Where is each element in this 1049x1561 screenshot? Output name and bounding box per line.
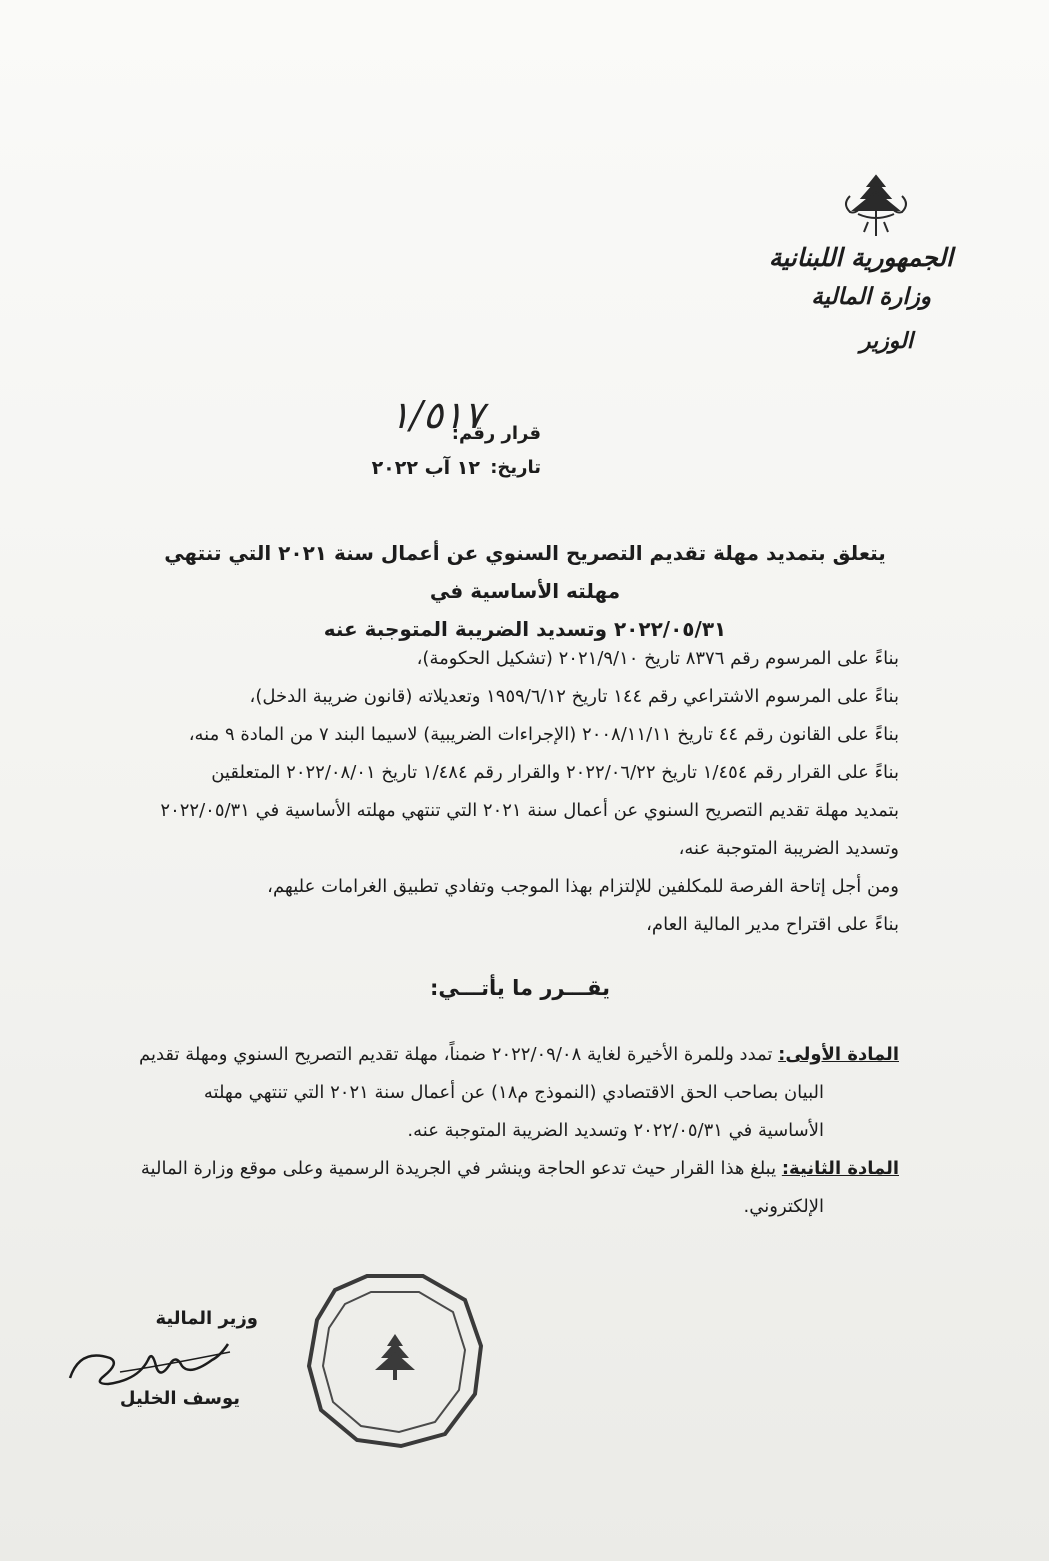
letterhead-minister: الوزير xyxy=(859,328,913,354)
article-one-text-1: تمدد وللمرة الأخيرة لغاية ٢٠٢٢/٠٩/٠٨ ضمناً، مهلة تقديم التصريح السنوي ومهلة تقديم xyxy=(138,1044,773,1065)
decision-number-value: ١/٥١٧ xyxy=(389,393,484,437)
preamble-line: وتسديد الضريبة المتوجبة عنه، xyxy=(678,838,899,859)
article-one-line-2: البيان بصاحب الحق الاقتصادي (النموذج م١٨) عن أعمال سنة ٢٠٢١ التي تنتهي مهلته xyxy=(203,1082,824,1103)
letterhead-ministry: وزارة المالية xyxy=(811,283,931,310)
article-one-line-1 xyxy=(139,1044,899,1065)
preamble-line: بناءً على القانون رقم ٤٤ تاريخ ٢٠٠٨/١١/١١ (الإجراءات الضريبية) لاسيما البند ٧ من المادة ٩ منه، xyxy=(188,724,899,745)
subject-line-1: يتعلق بتمديد مهلة تقديم التصريح السنوي عن أعمال سنة ٢٠٢١ التي تنتهي مهلته الأساسية في xyxy=(164,541,886,603)
preamble-line: بناءً على المرسوم رقم ٨٣٧٦ تاريخ ٢٠٢١/٩/١٠ (تشكيل الحكومة)، xyxy=(416,648,899,669)
article-two-text-1: يبلغ هذا القرار حيث تدعو الحاجة وينشر في الجريدة الرسمية وعلى موقع وزارة المالية xyxy=(140,1158,777,1179)
decision-date-value: ١٢ آب ٢٠٢٢ xyxy=(371,457,480,479)
subject-line-2: ٢٠٢٢/٠٥/٣١ وتسديد الضريبة المتوجبة عنه xyxy=(323,617,727,641)
signature-title: وزير المالية xyxy=(155,1308,258,1329)
article-two-line-2: الإلكتروني. xyxy=(743,1196,824,1217)
preamble-line: بناءً على القرار رقم ١/٤٥٤ تاريخ ٢٠٢٢/٠٦/٢٢ والقرار رقم ١/٤٨٤ تاريخ ٢٠٢٢/٠٨/٠١ المتعلقين xyxy=(211,762,899,783)
ministry-seal-icon xyxy=(305,1270,485,1450)
signature-name: يوسف الخليل xyxy=(119,1388,240,1409)
preamble-line: بتمديد مهلة تقديم التصريح السنوي عن أعمال سنة ٢٠٢١ التي تنتهي مهلته الأساسية في ٢٠٢٢/٠٥/٣١ xyxy=(160,800,899,821)
decision-number-label: قرار رقم: xyxy=(451,423,541,444)
handwritten-signature-icon xyxy=(60,1318,250,1398)
preamble-line: بناءً على المرسوم الاشتراعي رقم ١٤٤ تاريخ ١٩٥٩/٦/١٢ وتعديلاته (قانون ضريبة الدخل)، xyxy=(249,686,899,707)
preamble-line: ومن أجل إتاحة الفرصة للمكلفين للإلتزام بهذا الموجب وتفادي تطبيق الغرامات عليهم، xyxy=(267,876,899,897)
decision-subject xyxy=(150,534,900,648)
article-one-label: المادة الأولى: xyxy=(778,1044,899,1065)
preamble-line: بناءً على اقتراح مدير المالية العام، xyxy=(646,914,899,935)
letterhead-republic: الجمهورية اللبنانية xyxy=(768,243,953,272)
cedar-emblem-icon xyxy=(838,172,914,238)
article-two-line-1 xyxy=(139,1158,899,1179)
article-two-label: المادة الثانية: xyxy=(781,1158,899,1179)
article-one-line-3: الأساسية في ٢٠٢٢/٠٥/٣١ وتسديد الضريبة المتوجبة عنه. xyxy=(407,1120,824,1141)
decision-date-label: تاريخ: xyxy=(490,457,541,478)
decides-heading: يقـــرر ما يأتـــي: xyxy=(429,976,611,1000)
